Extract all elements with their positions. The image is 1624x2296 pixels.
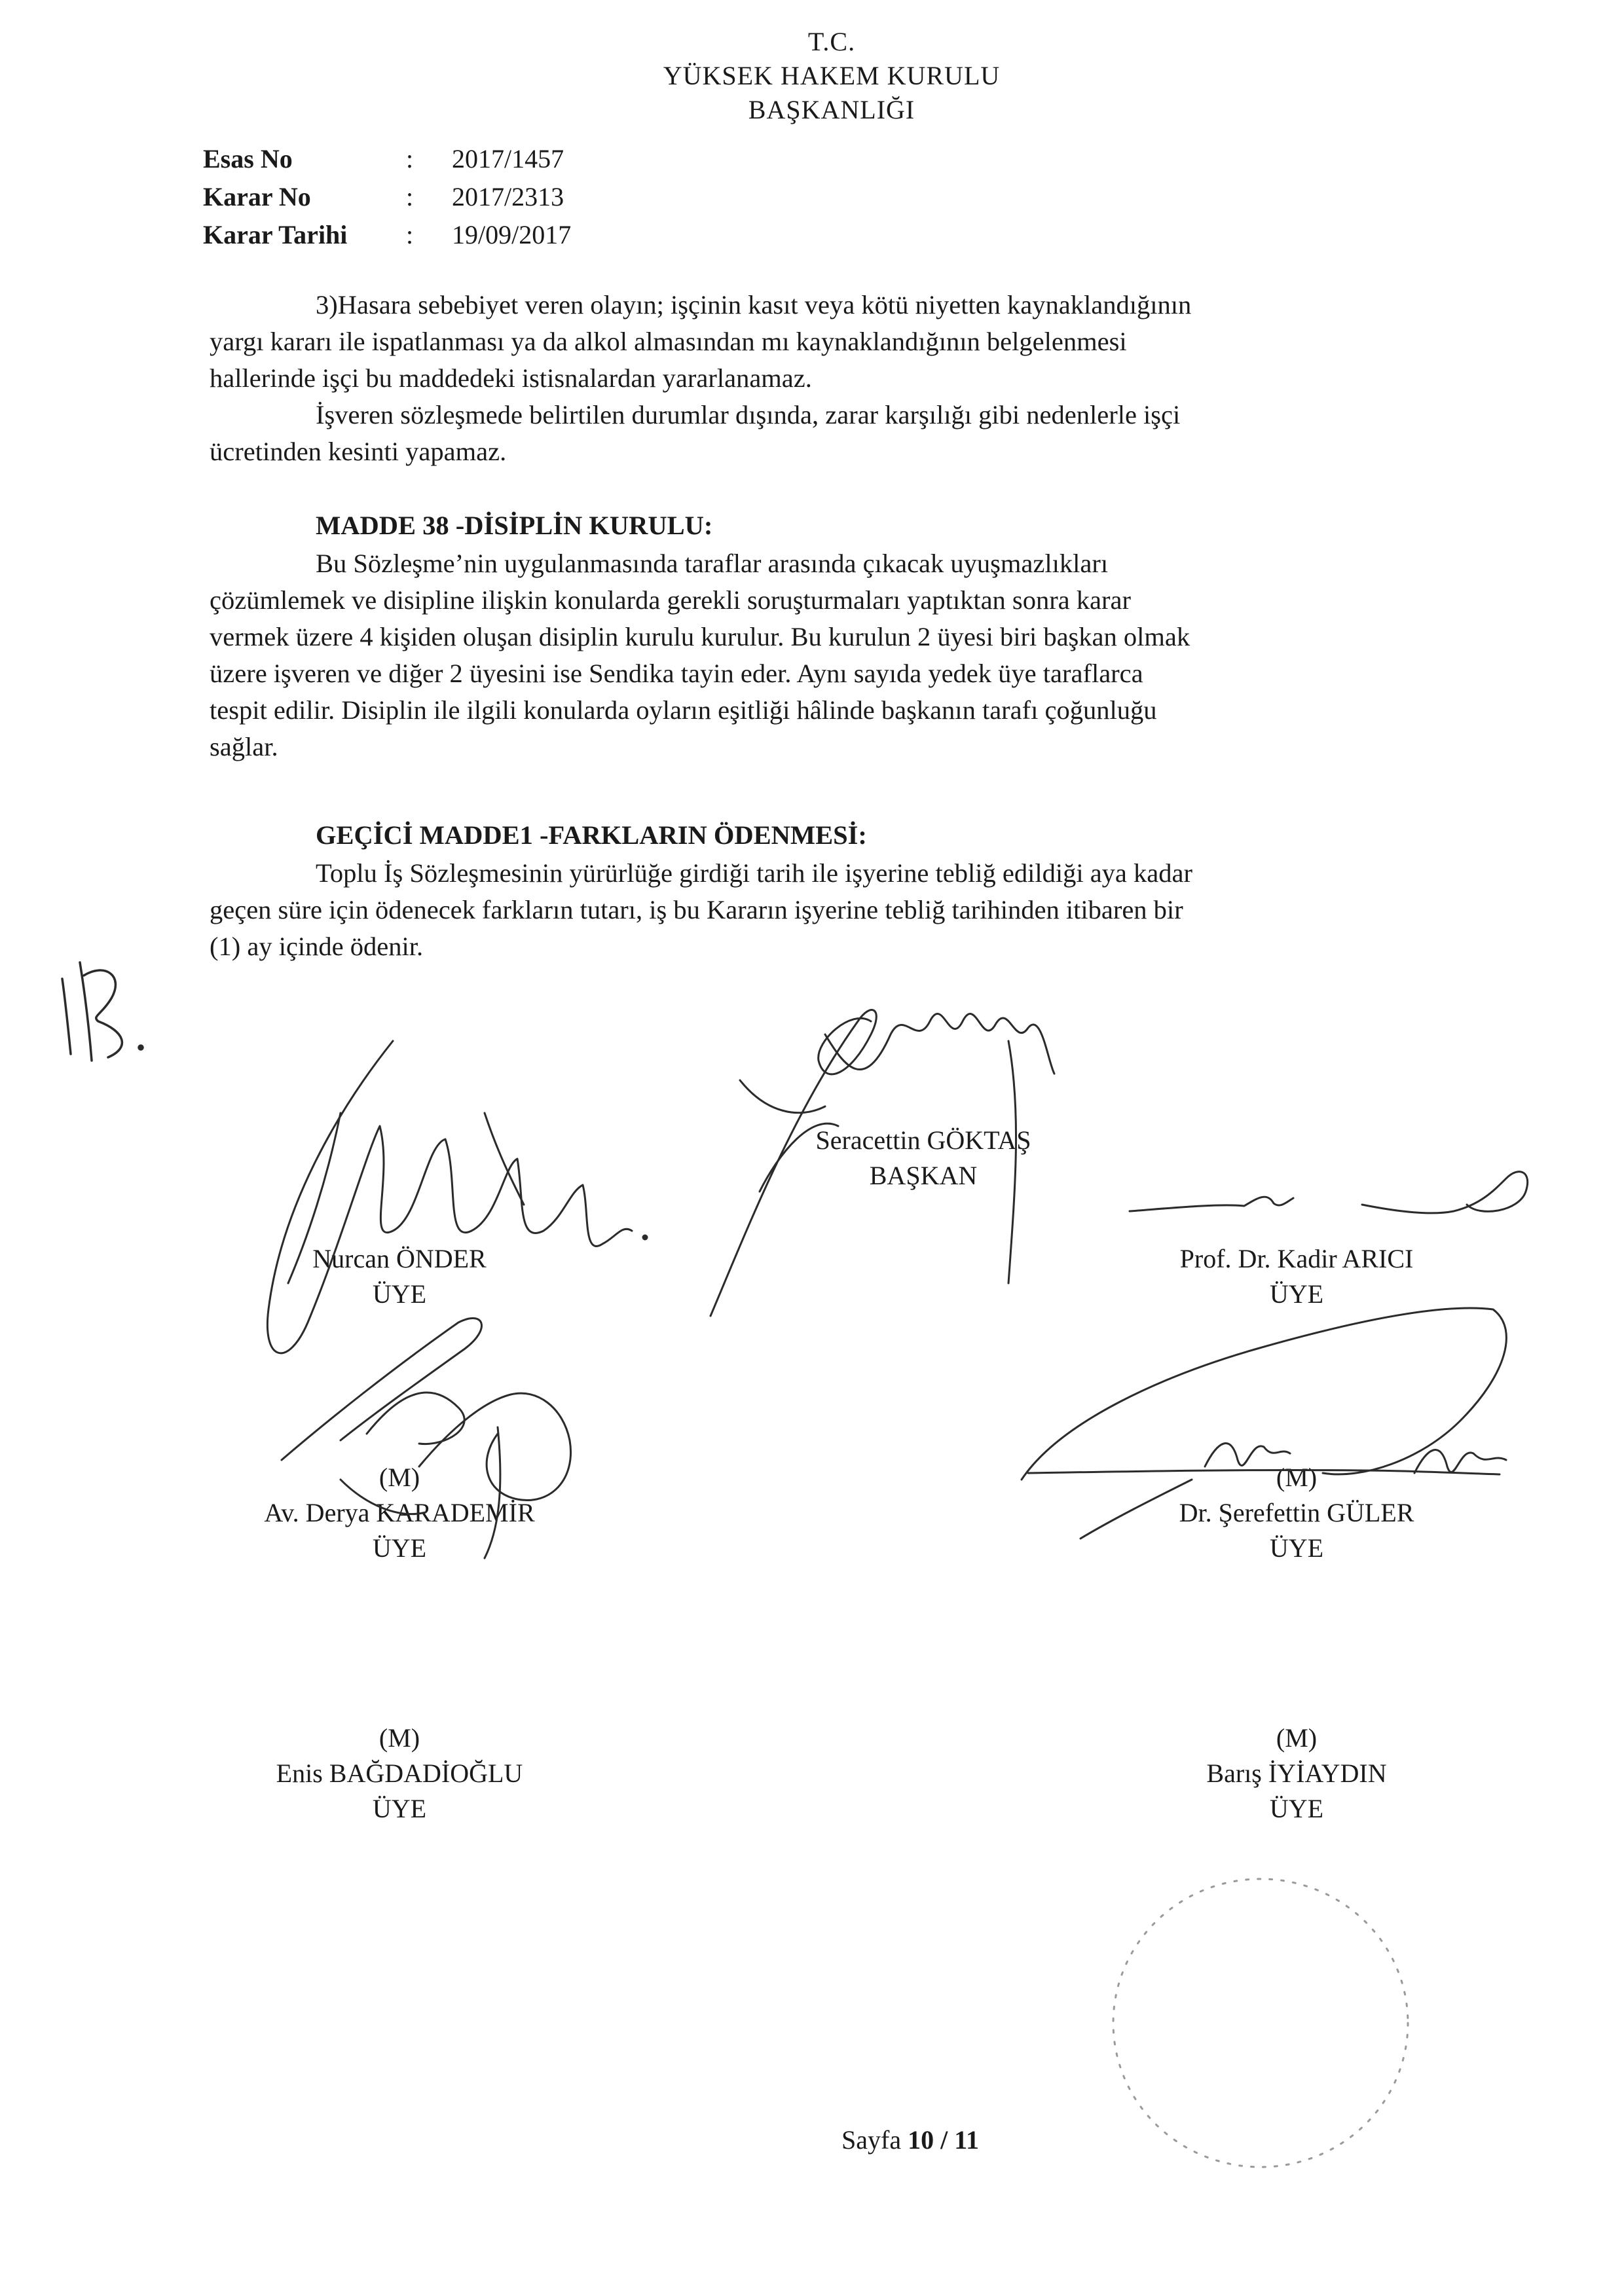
faint-stamp [1113,1879,1408,2167]
meta-row-esas [203,140,571,178]
signature-block-member-5 [151,1721,648,1827]
signatory-name: Enis BAĞDADİOĞLU [276,1758,523,1788]
signatory-mark: (M) [378,1723,420,1753]
temporary-article-heading: GEÇİCİ MADDE1 -FARKLARIN ÖDENMESİ: [316,820,867,850]
text-line: ücretinden kesinti yapamaz. [210,437,507,466]
text-line: tespit edilir. Disiplin ile ilgili konularda oyların eşitliği hâlinde başkanın tarafı çoğunluğu [210,695,1157,725]
signatory-role: BAŞKAN [869,1161,978,1190]
signatory-name: Nurcan ÖNDER [312,1244,487,1273]
text-line: üzere işveren ve diğer 2 üyesini ise Sendika tayin eder. Aynı sayıda yedek üye taraflarca [210,659,1143,688]
header-institution: YÜKSEK HAKEM KURULU [663,61,1001,90]
signature-block-member-3 [151,1460,648,1566]
meta-label: Esas No [203,144,293,173]
signatory-mark: (M) [378,1463,420,1492]
signature-member-2 [1130,1172,1528,1213]
meta-row-tarih [203,216,571,254]
signatory-role: ÜYE [372,1279,427,1309]
signatory-role: ÜYE [372,1794,427,1823]
text-line: hallerinde işçi bu maddedeki istisnalardan yararlanamaz. [210,363,812,393]
meta-value: 2017/1457 [452,144,564,173]
page-footer [747,2124,1074,2155]
text-line: Bu Sözleşme’nin uygulanmasında taraflar arasında çıkacak uyuşmazlıkları [316,549,1109,578]
signatory-role: ÜYE [1269,1279,1324,1309]
signatory-name: Dr. Şerefettin GÜLER [1179,1498,1414,1527]
document-header [576,25,1087,127]
signatory-role: ÜYE [1269,1533,1324,1563]
meta-row-karar [203,178,571,216]
text-line: sağlar. [210,732,278,761]
paragraph-disciplinary-board [210,545,1467,765]
signatory-name: Seracettin GÖKTAŞ [815,1125,1031,1155]
case-meta [203,140,571,254]
signature-block-member-6 [1048,1721,1545,1827]
signature-block-member-1 [151,1241,648,1312]
meta-separator: : [406,220,414,249]
paragraph-damage-clause [210,287,1467,397]
text-line: vermek üzere 4 kişiden oluşan disiplin kurulu kurulur. Bu kurulun 2 üyesi biri başkan olmak [210,622,1190,651]
text-line: geçen süre için ödenecek farkların tutarı, iş bu Kararın işyerine tebliğ tarihinden itibaren bir [210,895,1183,924]
text-line: çözümlemek ve disipline ilişkin konularda gerekli soruşturmaları yaptıktan sonra karar [210,585,1131,615]
margin-note-handwriting [62,962,143,1061]
meta-value: 19/09/2017 [452,220,572,249]
meta-separator: : [406,144,414,173]
meta-label: Karar Tarihi [203,220,348,249]
paragraph-payment-differences [210,855,1467,965]
page-label: Sayfa [841,2125,902,2155]
article-38-heading: MADDE 38 -DİSİPLİN KURULU: [316,511,713,540]
meta-label: Karar No [203,182,311,211]
signatory-role: ÜYE [372,1533,427,1563]
text-line: 3)Hasara sebebiyet veren olayın; işçinin kasıt veya kötü niyetten kaynaklandığının [316,290,1192,319]
page-number: 10 / 11 [908,2125,979,2155]
signatory-name: Barış İYİAYDIN [1206,1758,1387,1788]
text-line: yargı kararı ile ispatlanması ya da alkol almasından mı kaynaklandığının belgelenmesi [210,327,1127,356]
signatory-name: Av. Derya KARADEMİR [264,1498,535,1527]
text-line: Toplu İş Sözleşmesinin yürürlüğe girdiği tarih ile işyerine tebliğ edildiği aya kadar [316,858,1192,888]
signature-block-president [674,1123,1172,1194]
meta-value: 2017/2313 [452,182,564,211]
meta-separator: : [406,182,414,211]
header-tc: T.C. [807,27,856,56]
signatory-mark: (M) [1276,1463,1318,1492]
signature-block-member-4 [1048,1460,1545,1566]
signature-block-member-2 [1048,1241,1545,1312]
signatory-mark: (M) [1276,1723,1318,1753]
signatory-role: ÜYE [1269,1794,1324,1823]
signatory-name: Prof. Dr. Kadir ARICI [1179,1244,1414,1273]
text-line: İşveren sözleşmede belirtilen durumlar dışında, zarar karşılığı gibi nedenlerle işçi [316,400,1181,429]
header-presidency: BAŞKANLIĞI [748,95,915,124]
text-line: (1) ay içinde ödenir. [210,932,424,961]
paragraph-deduction-clause [210,397,1467,470]
